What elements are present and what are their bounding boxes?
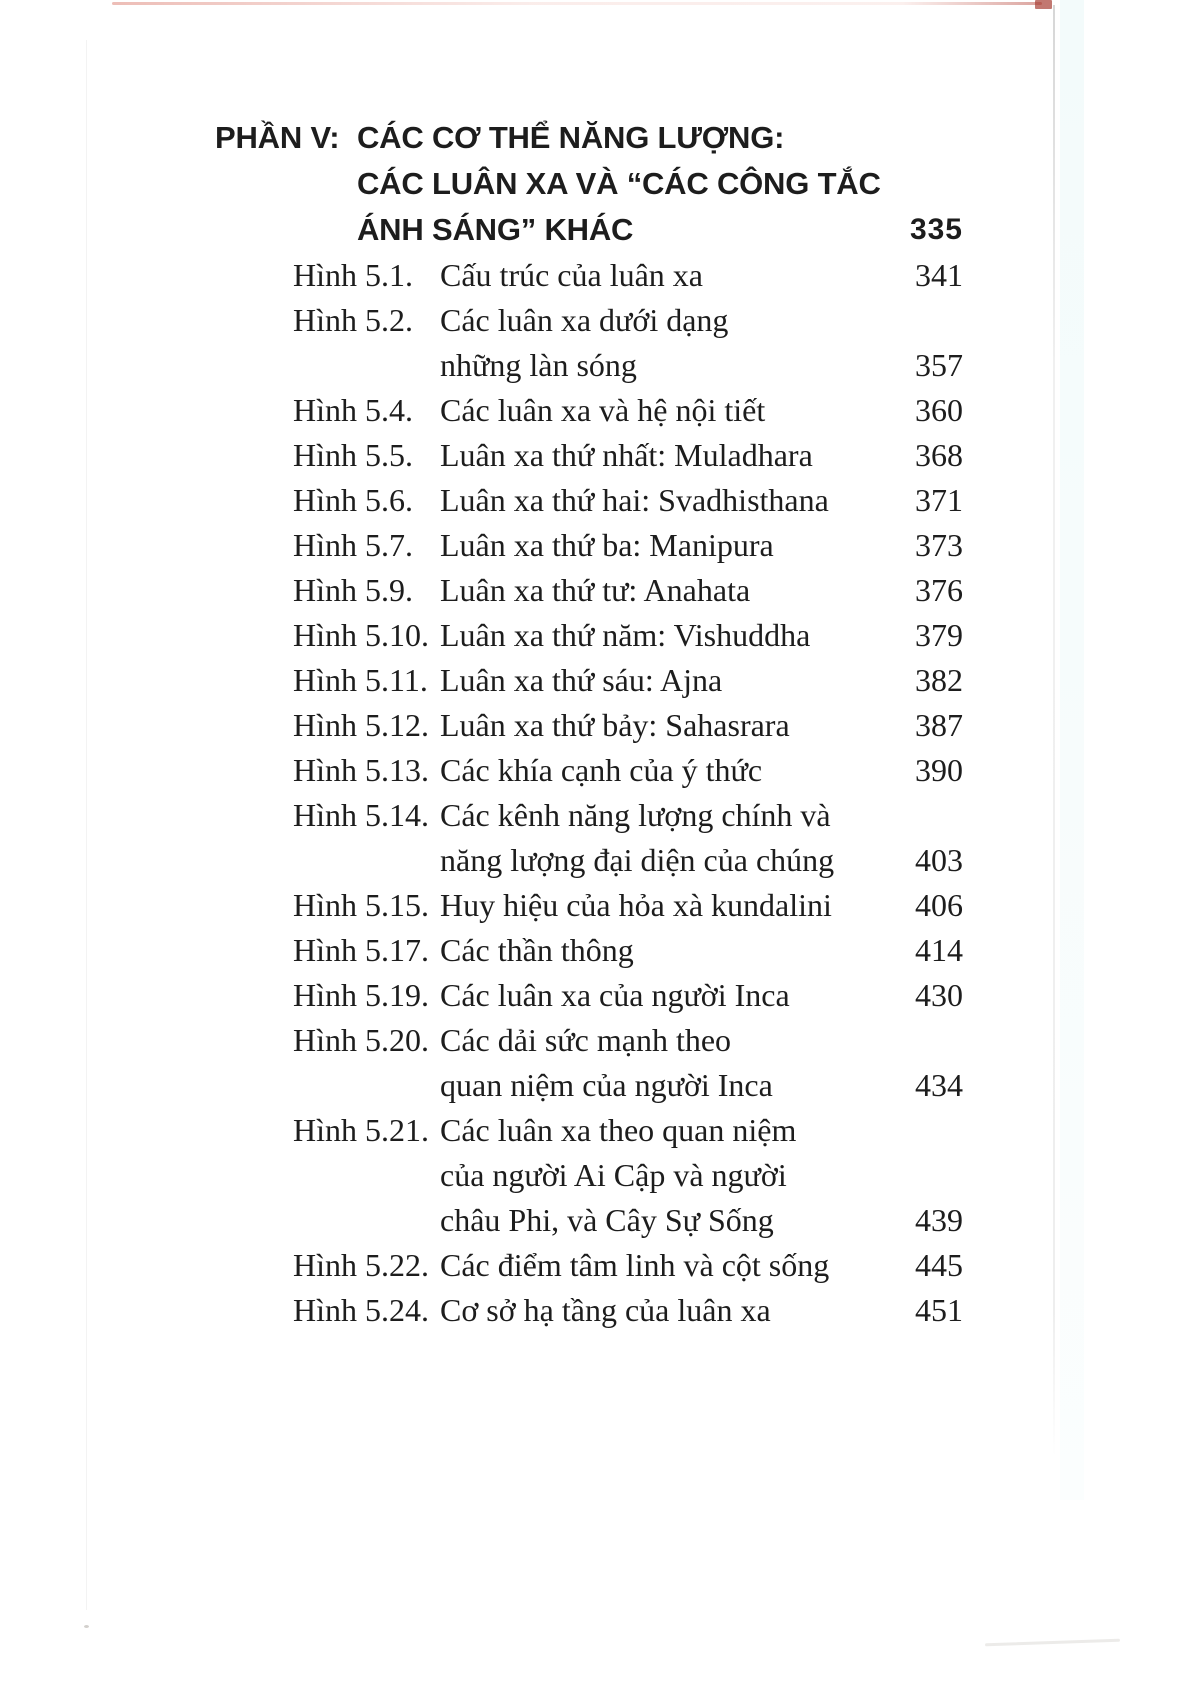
toc-entry-figure-label: Hình 5.15. bbox=[293, 887, 429, 923]
toc-entry bbox=[0, 613, 963, 658]
toc-entry-page-number: 371 bbox=[915, 482, 963, 518]
toc-entry-page-number: 390 bbox=[915, 752, 963, 788]
toc-entry-title-line: Luân xa thứ ba: Manipura bbox=[440, 527, 774, 563]
toc-entry-title bbox=[440, 433, 893, 478]
toc-entry-title bbox=[440, 478, 893, 523]
toc-entry-title-line: Luân xa thứ nhất: Muladhara bbox=[440, 437, 813, 473]
toc-entry-title-line: quan niệm của người Inca bbox=[440, 1067, 773, 1103]
toc-entry-page-number: 434 bbox=[915, 1067, 963, 1103]
toc-entry-figure-label: Hình 5.22. bbox=[293, 1247, 429, 1283]
toc-entry bbox=[0, 973, 963, 1018]
toc-entry-title-line: châu Phi, và Cây Sự Sống bbox=[440, 1202, 774, 1238]
toc-entry-figure-label: Hình 5.7. bbox=[293, 527, 413, 563]
toc-entry bbox=[0, 253, 963, 298]
toc-entry-figure-label: Hình 5.10. bbox=[293, 617, 429, 653]
toc-entry-title-line: năng lượng đại diện của chúng bbox=[440, 842, 835, 878]
toc-entry-title bbox=[440, 748, 893, 793]
toc-entry-title bbox=[440, 658, 893, 703]
toc-entry bbox=[0, 658, 963, 703]
toc-entry-title-line: Các khía cạnh của ý thức bbox=[440, 752, 763, 788]
toc-entry-figure-label: Hình 5.24. bbox=[293, 1292, 429, 1328]
toc-entry bbox=[0, 478, 963, 523]
toc-entry bbox=[0, 748, 963, 793]
toc-entry-figure-label: Hình 5.1. bbox=[293, 257, 413, 293]
toc-entry-page-number: 451 bbox=[915, 1292, 963, 1328]
toc-entry-title bbox=[440, 298, 893, 388]
toc-entry-page-number: 341 bbox=[915, 257, 963, 293]
toc-entry-title-line: Luân xa thứ tư: Anahata bbox=[440, 572, 751, 608]
toc-entry bbox=[0, 433, 963, 478]
table-of-contents bbox=[0, 115, 963, 1333]
toc-part-heading bbox=[0, 115, 963, 253]
toc-entry bbox=[0, 1288, 963, 1333]
toc-entry-page-number: 414 bbox=[915, 932, 963, 968]
toc-entry-page-number: 406 bbox=[915, 887, 963, 923]
toc-entry-title bbox=[440, 523, 893, 568]
toc-entry-figure-label: Hình 5.14. bbox=[293, 797, 429, 833]
scan-top-edge-line bbox=[112, 2, 1042, 5]
toc-entry-figure-label: Hình 5.9. bbox=[293, 572, 413, 608]
toc-entry-title-line: Luân xa thứ sáu: Ajna bbox=[440, 662, 723, 698]
toc-entry-title bbox=[440, 253, 893, 298]
toc-entry-title-line: Các dải sức mạnh theo bbox=[440, 1022, 732, 1058]
toc-entry-title bbox=[440, 1243, 893, 1288]
part-page-number: 335 bbox=[909, 213, 963, 246]
toc-entry bbox=[0, 793, 963, 883]
toc-entry-title-line: Luân xa thứ năm: Vishuddha bbox=[440, 617, 811, 653]
toc-entry bbox=[0, 568, 963, 613]
part-title bbox=[357, 115, 963, 253]
toc-entry-title-line: Cơ sở hạ tầng của luân xa bbox=[440, 1292, 771, 1328]
toc-entry-title bbox=[440, 613, 893, 658]
toc-entry-page-number: 379 bbox=[915, 617, 963, 653]
toc-entry bbox=[0, 298, 963, 388]
toc-entry-title bbox=[440, 388, 893, 433]
toc-entry-title-line: Các luân xa của người Inca bbox=[440, 977, 790, 1013]
toc-entry-page-number: 445 bbox=[915, 1247, 963, 1283]
toc-entry bbox=[0, 1108, 963, 1243]
toc-entries bbox=[0, 253, 963, 1333]
part-number-label: PHẦN V: bbox=[215, 120, 340, 155]
toc-entry-title-line: Các điểm tâm linh và cột sống bbox=[440, 1247, 830, 1283]
part-title-line: CÁC LUÂN XA VÀ “CÁC CÔNG TẮC bbox=[357, 166, 881, 201]
toc-entry-title bbox=[440, 703, 893, 748]
toc-entry-figure-label: Hình 5.6. bbox=[293, 482, 413, 518]
toc-entry-figure-label: Hình 5.4. bbox=[293, 392, 413, 428]
toc-entry-title-line: Các luân xa theo quan niệm bbox=[440, 1112, 797, 1148]
toc-entry bbox=[0, 1243, 963, 1288]
scan-bottom-smudge bbox=[985, 1639, 1120, 1647]
toc-entry-figure-label: Hình 5.13. bbox=[293, 752, 429, 788]
toc-entry-title-line: của người Ai Cập và người bbox=[440, 1157, 787, 1193]
scan-right-tint bbox=[1060, 0, 1084, 1500]
toc-entry bbox=[0, 883, 963, 928]
toc-entry-figure-label: Hình 5.12. bbox=[293, 707, 429, 743]
part-title-line: ÁNH SÁNG” KHÁC bbox=[357, 212, 634, 247]
toc-entry-title bbox=[440, 1108, 893, 1243]
toc-entry-page-number: 439 bbox=[915, 1202, 963, 1238]
toc-entry-page-number: 357 bbox=[915, 347, 963, 383]
toc-entry-title bbox=[440, 883, 893, 928]
toc-entry-title bbox=[440, 568, 893, 613]
toc-entry-title bbox=[440, 1288, 893, 1333]
toc-entry bbox=[0, 388, 963, 433]
toc-entry bbox=[0, 928, 963, 973]
toc-entry-page-number: 430 bbox=[915, 977, 963, 1013]
toc-entry-title-line: Cấu trúc của luân xa bbox=[440, 257, 703, 293]
part-title-line: CÁC CƠ THỂ NĂNG LƯỢNG: bbox=[357, 120, 785, 155]
toc-entry-figure-label: Hình 5.20. bbox=[293, 1022, 429, 1058]
toc-entry-title-line: Các luân xa và hệ nội tiết bbox=[440, 392, 766, 428]
toc-entry-title-line: những làn sóng bbox=[440, 347, 637, 383]
toc-entry-title bbox=[440, 793, 893, 883]
scan-right-page-edge bbox=[1053, 5, 1055, 1457]
toc-entry-title bbox=[440, 1018, 893, 1108]
toc-entry-page-number: 387 bbox=[915, 707, 963, 743]
toc-entry bbox=[0, 1018, 963, 1108]
toc-entry-title-line: Các kênh năng lượng chính và bbox=[440, 797, 831, 833]
toc-entry-figure-label: Hình 5.2. bbox=[293, 302, 413, 338]
toc-entry-title-line: Huy hiệu của hỏa xà kundalini bbox=[440, 887, 832, 923]
scan-corner-mark bbox=[1035, 0, 1052, 9]
scan-left-speck bbox=[84, 1625, 89, 1628]
toc-entry-figure-label: Hình 5.17. bbox=[293, 932, 429, 968]
toc-entry-page-number: 360 bbox=[915, 392, 963, 428]
toc-entry-title bbox=[440, 928, 893, 973]
toc-entry bbox=[0, 703, 963, 748]
toc-entry-figure-label: Hình 5.19. bbox=[293, 977, 429, 1013]
toc-entry-figure-label: Hình 5.21. bbox=[293, 1112, 429, 1148]
toc-entry-page-number: 373 bbox=[915, 527, 963, 563]
toc-entry-page-number: 382 bbox=[915, 662, 963, 698]
toc-entry-figure-label: Hình 5.5. bbox=[293, 437, 413, 473]
toc-entry-page-number: 368 bbox=[915, 437, 963, 473]
toc-entry-figure-label: Hình 5.11. bbox=[293, 662, 428, 698]
toc-entry-title-line: Luân xa thứ bảy: Sahasrara bbox=[440, 707, 790, 743]
toc-entry bbox=[0, 523, 963, 568]
toc-entry-title-line: Luân xa thứ hai: Svadhisthana bbox=[440, 482, 829, 518]
toc-entry-title bbox=[440, 973, 893, 1018]
toc-entry-page-number: 403 bbox=[915, 842, 963, 878]
toc-entry-page-number: 376 bbox=[915, 572, 963, 608]
toc-entry-title-line: Các luân xa dưới dạng bbox=[440, 302, 729, 338]
toc-entry-title-line: Các thần thông bbox=[440, 932, 634, 968]
